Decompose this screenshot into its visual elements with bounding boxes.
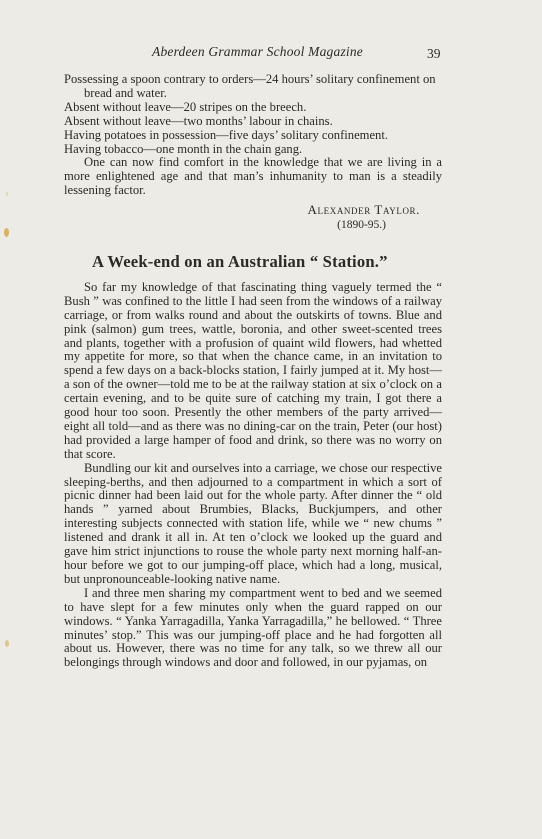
punishment-item: Absent without leave—20 stripes on the breech.	[64, 99, 307, 114]
author-name: Alexander Taylor.	[307, 202, 420, 218]
punishment-item: Having potatoes in possession—five days’ solitary confinement.	[64, 127, 388, 142]
page-number: 39	[427, 46, 441, 61]
punishment-item: Absent without leave—two months’ labour in chains.	[64, 113, 333, 128]
punishment-list	[64, 73, 442, 156]
page-speck	[6, 192, 8, 196]
page-header	[0, 44, 542, 64]
article-paragraph: I and three men sharing my compartment went to bed and we seemed to have slept for a few minutes only when the guard rapped on our windows. “ Yanka Yarragadilla, Yanka Yarragadilla,” he bellowed. “ Three minutes’ stop.” This was our jumping-off place and he had forgotten all about us. However, there was no time for any talk, so we threw all our belongings through windows and door and followed, in our pyjamas, on	[64, 585, 442, 670]
article-paragraph: Bundling our kit and ourselves into a carriage, we chose our respective sleeping-berths, and then adjourned to a compartment in which a sort of picnic dinner had been laid out for the whole party. After dinner the “ old hands ” yarned about Brumbies, Blacks, Buckjumpers, and other interesting subjects connected with station life, while we “ new chums ” listened and drank it all in. At ten o’clock we looked up the guard and gave him strict injunctions to rouse the whole party next morning half-an-hour before we got to our jumping-off place, which had a long, musical, but unpronounceable-looking native name.	[64, 460, 442, 586]
author-years: (1890-95.)	[337, 219, 386, 232]
article-title: A Week-end on an Australian “ Station.”	[92, 251, 388, 271]
punishment-item: Possessing a spoon contrary to orders—24 hours’ solitary confinement on bread and water.	[64, 72, 436, 100]
article-paragraph: So far my knowledge of that fascinating thing vaguely termed the “ Bush ” was confined to the little I had seen from the windows of a railway carriage, or from walks round and about the outskirts of towns. Blue and pink (salmon) gum trees, wattle, boronia, and other sweet-scented trees and plants, together with a profusion of quaint wild flowers, had whetted my appetite for more, so that when the chance came, in an invitation to spend a few days on a back-blocks station, I fairly jumped at it. My host—a son of the owner—told me to be at the railway station at six o’clock on a certain evening, and to be quite sure of catching my train, I got there a good hour too soon. Presently the other members of the party arrived—eight all told—and as there was no dining-car on the train, Peter (our host) had provided a large hamper of food and drink, so there was no worry on that score.	[64, 279, 442, 461]
punishment-item: Having tobacco—one month in the chain gang.	[64, 141, 303, 156]
running-title: Aberdeen Grammar School Magazine	[152, 44, 363, 59]
page-speck	[4, 228, 9, 237]
closing-paragraph: One can now find comfort in the knowledge that we are living in a more enlightened age and that man’s inhumanity to man is a steadily lessening factor.	[64, 155, 442, 198]
page-body	[64, 73, 442, 670]
page-speck	[5, 640, 9, 647]
